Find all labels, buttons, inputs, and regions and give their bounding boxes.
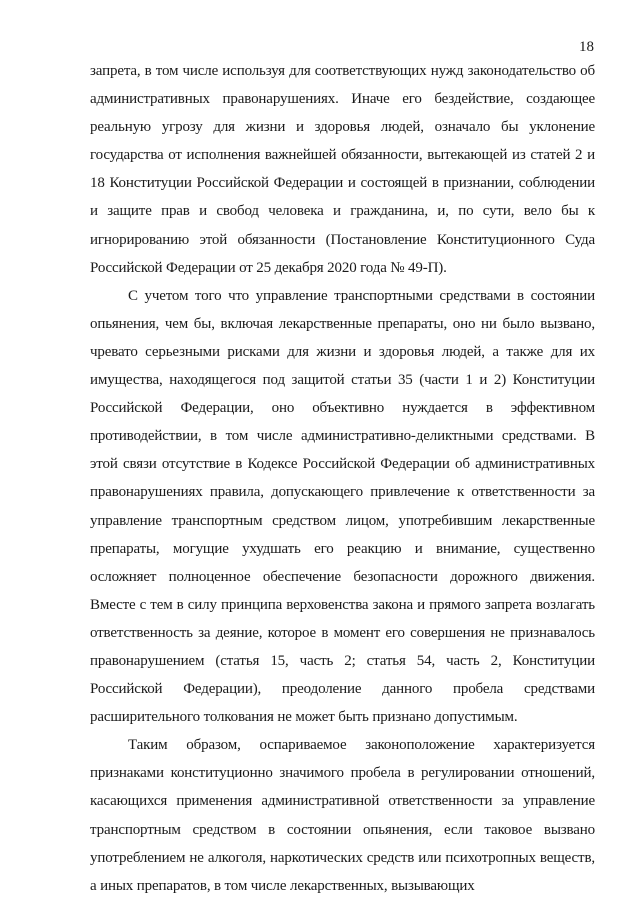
page-number: 18: [579, 39, 594, 55]
paragraph-driving-intoxication: С учетом того что управление транспортными средствами в состоянии опьянения, чем бы, включая лекарственные препараты, оно ни было вызвано, чревато серьезными рисками для жизни и здоровья людей, а также для их имущества, находящегося под защитой статьи 35 (части 1 и 2) Конституции Российской Федерации, оно объективно нуждается в эффективном противодействии, в том числе административно-деликтными средствами. В этой связи отсутствие в Кодексе Российской Федерации об административных правонарушениях правила, допускающего привлечение к ответственности за управление транспортным средством лицом, употребившим лекарственные препараты, могущие ухудшать его реакцию и внимание, существенно осложняет полноценное обеспечение безопасности дорожного движения. Вместе с тем в силу принципа верховенства закона и прямого запрета возлагать ответственность за деяние, которое в момент его совершения не признавалось правонарушением (статья 15, часть 2; статья 54, часть 2, Конституции Российской Федерации), преодоление данного пробела средствами расширительного толкования не может быть признано допустимым.: [90, 287, 595, 726]
paragraph-continuation: запрета, в том числе используя для соответствующих нужд законодательство об административных правонарушениях. Иначе его бездействие, создающее реальную угрозу для жизни и здоровья людей, означало бы уклонение государства от исполнения важнейшей обязанности, вытекающей из статей 2 и 18 Конституции Российской Федерации и состоящей в признании, соблюдении и защите прав и свобод человека и гражданина, и, по сути, вело бы к игнорированию этой обязанности (Постановление Конституционного Суда Российской Федерации от 25 декабря 2020 года № 49-П).: [90, 63, 595, 276]
paragraph-conclusion: Таким образом, оспариваемое законоположение характеризуется признаками конституционно значимого пробела в регулировании отношений, касающихся применения административной ответственности за управление транспортным средством в состоянии опьянения, если таковое вызвано употреблением не алкоголя, наркотических средств или психотропных веществ, а иных препаратов, в том числе лекарственных, вызывающих: [90, 737, 595, 894]
document-body: [90, 57, 595, 900]
